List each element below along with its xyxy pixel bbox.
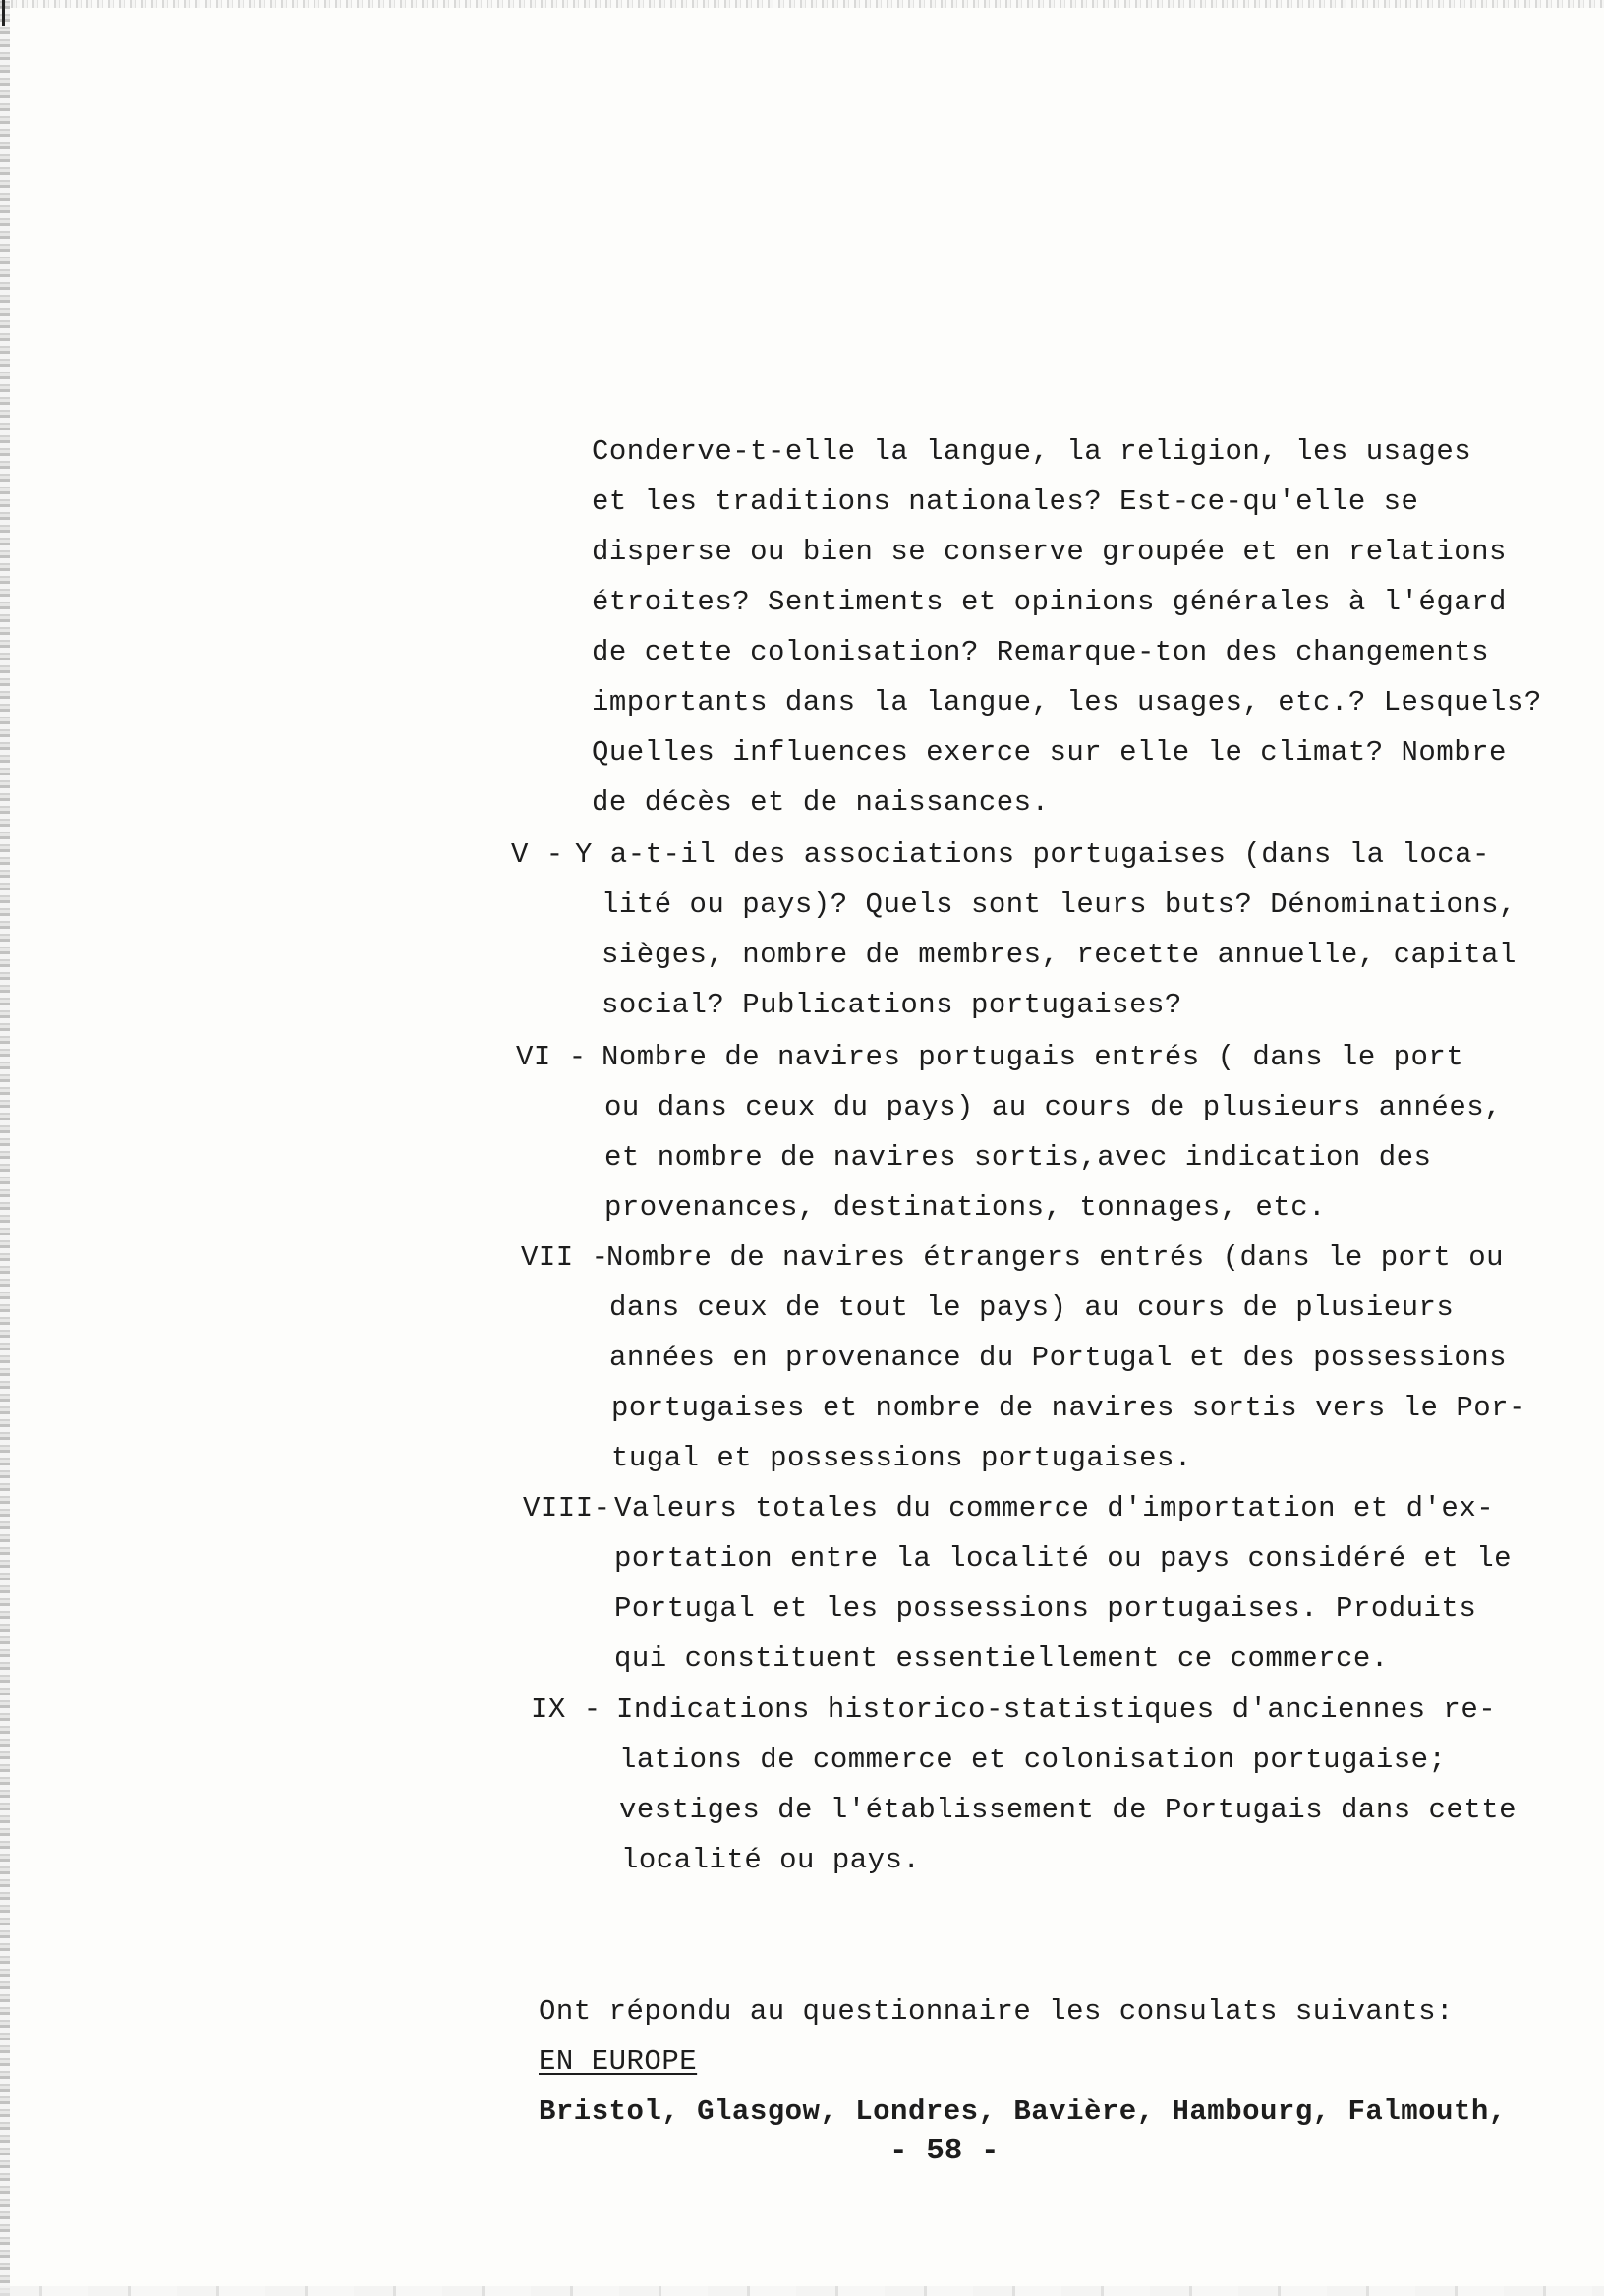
item-line: Indications historico-statistiques d'anciennes re- xyxy=(616,1693,1497,1726)
item-line: Nombre de navires étrangers entrés (dans le port ou xyxy=(606,1241,1505,1274)
item-line: portation entre la localité ou pays considéré et le xyxy=(614,1542,1513,1575)
intro-line: Quelles influences exerce sur elle le climat? Nombre xyxy=(592,736,1507,769)
item-number: V - xyxy=(511,838,564,871)
item-line: Nombre de navires portugais entrés ( dans le port xyxy=(602,1041,1464,1073)
consulate-cities: Bristol, Glasgow, Londres, Bavière, Hambourg, Falmouth, xyxy=(539,2095,1507,2128)
scan-edge-left xyxy=(0,0,10,2296)
intro-line: Conderve-t-elle la langue, la religion, les usages xyxy=(592,435,1472,468)
intro-line: importants dans la langue, les usages, etc.? Lesquels? xyxy=(592,686,1542,718)
intro-line: de cette colonisation? Remarque-ton des changements xyxy=(592,636,1490,668)
item-number: VI - xyxy=(516,1041,587,1073)
scan-edge-bottom xyxy=(0,2286,1604,2296)
intro-line: et les traditions nationales? Est-ce-qu'elle se xyxy=(592,486,1419,518)
item-line: social? Publications portugaises? xyxy=(602,989,1182,1021)
item-number: VIII- xyxy=(523,1492,611,1524)
item-number: VII - xyxy=(521,1241,609,1274)
item-line: tugal et possessions portugaises. xyxy=(611,1442,1192,1474)
item-line: localité ou pays. xyxy=(621,1844,921,1876)
scan-edge-top xyxy=(0,0,1604,8)
item-line: lations de commerce et colonisation portugaise; xyxy=(619,1744,1447,1776)
item-line: Portugal et les possessions portugaises. Produits xyxy=(614,1592,1477,1625)
item-line: lité ou pays)? Quels sont leurs buts? Dénominations, xyxy=(602,889,1517,921)
intro-line: disperse ou bien se conserve groupée et en relations xyxy=(592,536,1507,568)
item-line: dans ceux de tout le pays) au cours de plusieurs xyxy=(609,1292,1455,1324)
item-number: IX - xyxy=(531,1693,602,1726)
item-line: provenances, destinations, tonnages, etc. xyxy=(604,1191,1327,1224)
item-line: qui constituent essentiellement ce commerce. xyxy=(614,1642,1389,1675)
item-line: portugaises et nombre de navires sortis vers le Por- xyxy=(611,1392,1526,1424)
page-number: - 58 - xyxy=(889,2134,1000,2168)
scan-edge-mark xyxy=(2,0,5,26)
region-heading: EN EUROPE xyxy=(539,2045,698,2078)
item-line: et nombre de navires sortis,avec indication des xyxy=(604,1141,1432,1174)
item-line: vestiges de l'établissement de Portugais dans cette xyxy=(619,1794,1518,1826)
intro-line: de décès et de naissances. xyxy=(592,786,1050,819)
item-line: sièges, nombre de membres, recette annuelle, capital xyxy=(602,939,1517,971)
item-line: Valeurs totales du commerce d'importation et d'ex- xyxy=(614,1492,1495,1524)
intro-line: étroites? Sentiments et opinions générales à l'égard xyxy=(592,586,1507,618)
item-line: ou dans ceux du pays) au cours de plusieurs années, xyxy=(604,1091,1503,1123)
item-line: Y a-t-il des associations portugaises (dans la loca- xyxy=(575,838,1490,871)
item-line: années en provenance du Portugal et des possessions xyxy=(609,1342,1508,1374)
consulates-intro: Ont répondu au questionnaire les consulats suivants: xyxy=(539,1995,1454,2028)
